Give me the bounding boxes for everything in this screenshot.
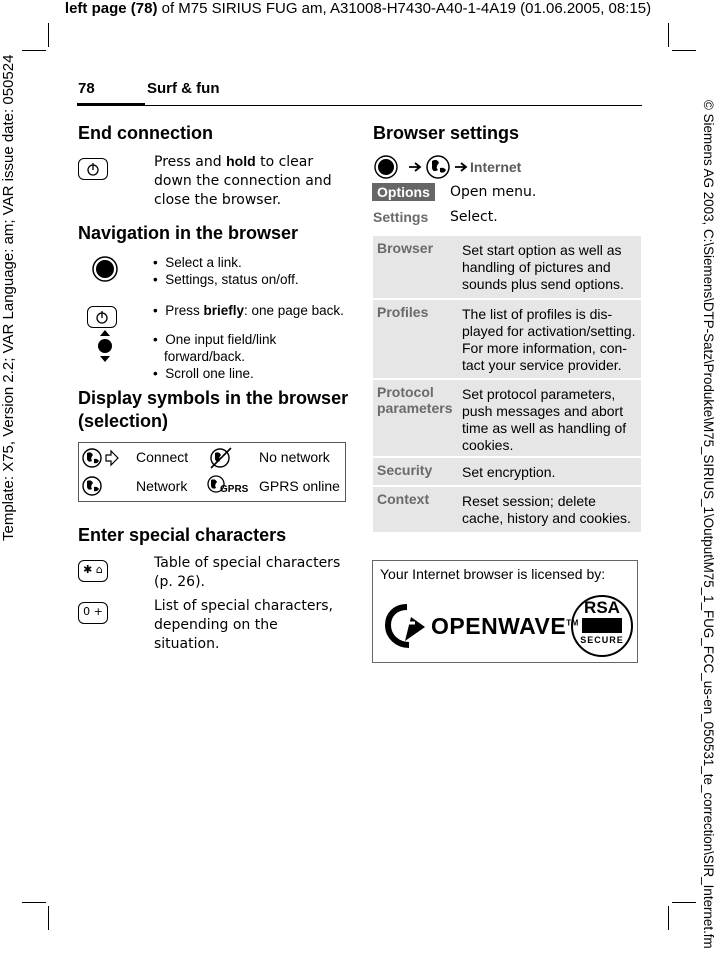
end-key-list [153, 302, 348, 319]
table-row: Context Reset session; delete cache, history and cookies. [373, 487, 641, 532]
crop-mark [22, 902, 46, 903]
end-connection-text: Press and hold to clear down the connection and close the browser. [154, 153, 332, 208]
symbols-table [78, 442, 346, 502]
joystick-icon [90, 254, 120, 284]
page-info: of M75 SIRIUS FUG am, A31008-H7430-A40-1-4A19 (01.06.2005, 08:15) [157, 0, 652, 17]
no-network-icon [207, 447, 235, 469]
crop-mark [48, 906, 49, 930]
table-row: Security Set encryption. [373, 458, 641, 485]
head-rule-thick [77, 103, 145, 106]
joystick-icon [373, 154, 399, 180]
end-key-icon [78, 158, 108, 180]
head-rule [145, 105, 642, 106]
page-number: 78 [78, 80, 95, 97]
crop-mark [48, 23, 49, 47]
zero-key-icon: 0 + [78, 602, 108, 624]
list-item: • Scroll one line. [153, 366, 254, 381]
gprs-icon: GPRS [207, 474, 251, 498]
path-internet: Internet [470, 159, 522, 175]
symbol-label-no-network: No network [259, 449, 330, 465]
globe-icon [82, 475, 104, 497]
list-item: • Settings, status on/off. [153, 272, 299, 287]
symbols-title: Display symbols in the browser (selection) [78, 388, 349, 431]
special-chars-title: Enter special characters [78, 525, 287, 545]
options-softkey[interactable]: Options [372, 183, 435, 201]
globe-icon [425, 154, 451, 180]
side-copyright-text: © Siemens AG 2003, C:\Siemens\DTP-Satz\Produkte\M75_SIRIUS_1\Output\M75_1_FUG_FCC_us-en_050531_te_correction\SIR_Internet.fm [701, 100, 716, 949]
page-label: left page (78) [64, 0, 158, 17]
table-row: Protocol parameters Set protocol parameters, push messages and abort time as well as handling of cookies. [373, 380, 641, 456]
license-box [372, 560, 638, 663]
table-row: Profiles The list of profiles is dis-played for activation/setting. For more information, con-tact your service provider. [373, 300, 641, 378]
table-row: Browser Set start option as well as handling of pictures and sounds plus send options. [373, 236, 641, 298]
up-down-navigation-icon [93, 329, 117, 363]
symbol-label-network: Network [136, 478, 188, 494]
crop-mark [668, 906, 669, 930]
page-header [0, 0, 716, 17]
globe-connect-icon [82, 447, 122, 469]
crop-mark [672, 902, 696, 903]
symbol-label-connect: Connect [136, 449, 189, 465]
crop-mark [22, 50, 46, 51]
side-template-text: Template: X75, Version 2.2; VAR Language: am; VAR issue date: 050524 [0, 54, 17, 541]
menu-path [373, 154, 573, 180]
list-item: • Select a link. [153, 255, 242, 270]
symbol-label-gprs-online: GPRS online [259, 478, 340, 494]
options-text: Open menu. [450, 184, 537, 200]
settings-text: Select. [450, 209, 498, 225]
crop-mark [672, 50, 696, 51]
settings-softkey[interactable]: Settings [373, 209, 429, 225]
list-item: • One input field/link forward/back. [153, 332, 277, 364]
browser-settings-title: Browser settings [373, 123, 520, 143]
rsa-secure-seal: RSA SECURE [571, 595, 633, 657]
key-icon [582, 618, 622, 633]
end-key-icon [87, 306, 117, 328]
star-key-text: Table of special characters (p. 26). [154, 555, 341, 590]
joystick-list [153, 254, 348, 288]
openwave-wordmark: OPENWAVE™ [431, 613, 579, 639]
star-key-icon: ✱ ⌂ [78, 560, 108, 582]
navigation-title: Navigation in the browser [78, 223, 299, 243]
crop-mark [668, 23, 669, 47]
list-item: • Press briefly: one page back. [153, 303, 344, 318]
openwave-logo-icon [385, 603, 429, 649]
license-text: Your Internet browser is licensed by: [380, 566, 606, 582]
zero-key-text: List of special characters, depending on the situation. [154, 598, 333, 652]
section-title: Surf & fun [147, 80, 220, 97]
arrow-right-icon [409, 162, 423, 172]
up-down-list [153, 331, 353, 382]
end-connection-title: End connection [78, 123, 213, 143]
arrow-right-icon [455, 162, 469, 172]
